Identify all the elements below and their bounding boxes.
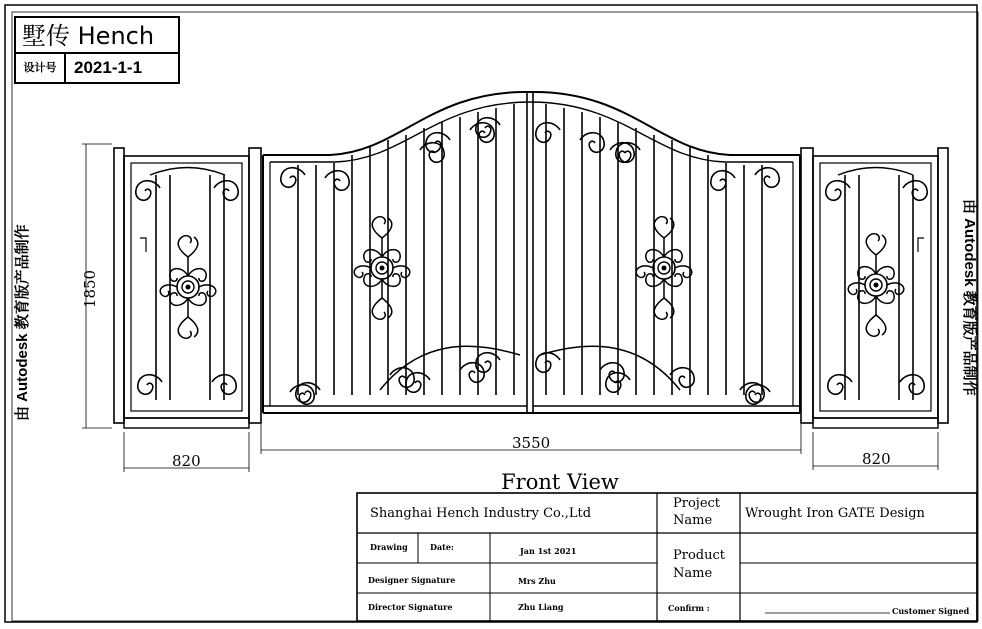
design-number-value: 2021-1-1 bbox=[74, 58, 143, 77]
design-number-label: 设计号 bbox=[16, 54, 66, 82]
watermark-right: 由 Autodesk 教育版产品制作 bbox=[961, 199, 978, 396]
date-value: Jan 1st 2021 bbox=[520, 546, 577, 556]
sheet-border bbox=[5, 5, 977, 622]
dimension-gate-width: 3550 bbox=[512, 434, 551, 452]
project-name: Wrought Iron GATE Design bbox=[745, 506, 925, 521]
drawing-label: Drawing bbox=[370, 542, 408, 552]
product-label-1: Product bbox=[673, 548, 725, 563]
confirm-label: Confirm : bbox=[668, 603, 710, 613]
right-side-panel bbox=[813, 148, 948, 428]
designer-signature-label: Designer Signature bbox=[368, 575, 456, 585]
date-label: Date: bbox=[430, 542, 454, 552]
director-signature-label: Director Signature bbox=[368, 602, 453, 612]
project-label-2: Name bbox=[673, 513, 713, 528]
left-side-panel bbox=[114, 148, 249, 428]
watermark-left: 由 Autodesk 教育版产品制作 bbox=[14, 224, 31, 421]
dimension-left-width: 820 bbox=[172, 452, 201, 470]
logo-title: 墅传 Hench bbox=[16, 18, 178, 54]
dimension-height: 1850 bbox=[81, 269, 100, 309]
main-gate bbox=[249, 92, 813, 423]
logo-box bbox=[14, 16, 180, 84]
project-label-1: Project bbox=[673, 496, 721, 511]
company-name: Shanghai Hench Industry Co.,Ltd bbox=[370, 506, 592, 521]
director-signature-value: Zhu Liang bbox=[518, 602, 564, 612]
designer-signature-value: Mrs Zhu bbox=[518, 576, 556, 586]
view-title: Front View bbox=[501, 470, 619, 494]
sheet-inner-border bbox=[12, 12, 978, 621]
dimension-right-width: 820 bbox=[862, 450, 891, 468]
customer-signed-label: Customer Signed bbox=[892, 606, 970, 616]
product-label-2: Name bbox=[673, 566, 713, 581]
